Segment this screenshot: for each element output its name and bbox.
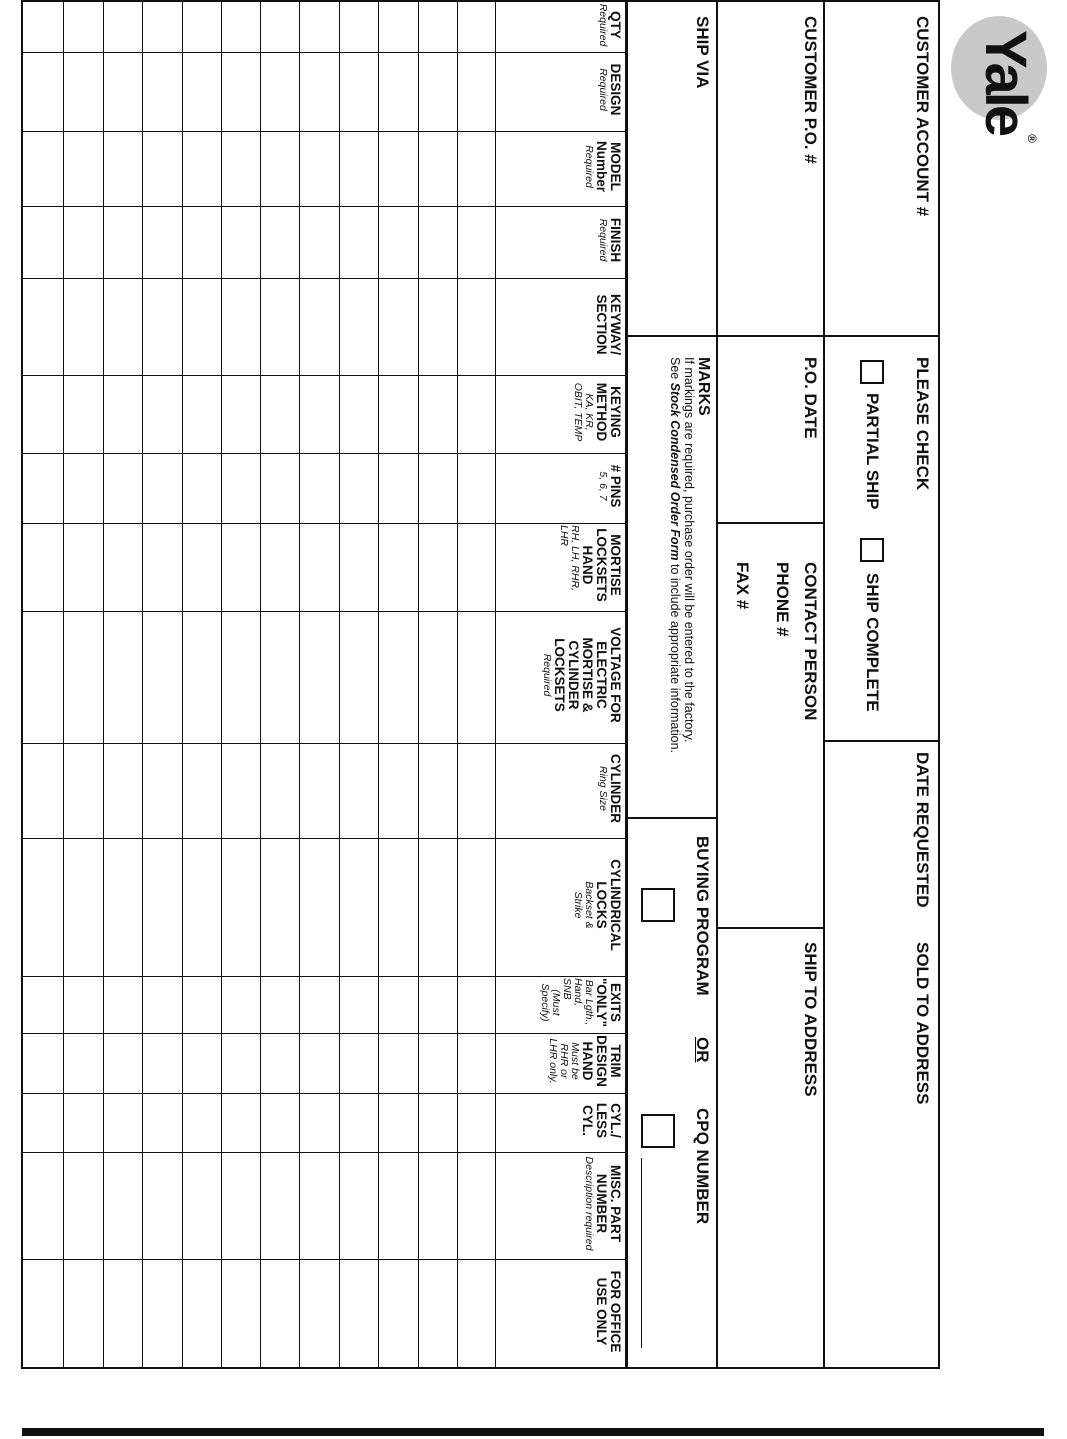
column-header-title: KEYING <box>608 386 623 438</box>
column-header-note: Specify) <box>539 983 551 1022</box>
column-header-title: HAND <box>580 545 595 585</box>
column-header-note: Strike <box>572 891 584 919</box>
po-date-label: P.O. DATE <box>801 357 820 439</box>
cpq-number-line[interactable] <box>641 1158 642 1348</box>
column-header-note: RHR or <box>558 1043 570 1079</box>
header-divider <box>628 335 716 337</box>
column-header-title: MISC. PART <box>608 1165 623 1242</box>
column-header-note: Required <box>597 68 609 111</box>
sold-to-address-label: SOLD TO ADDRESS <box>913 942 932 1105</box>
column-header <box>597 4 622 46</box>
table-column-divider <box>23 838 626 839</box>
column-header-title: CYLINDRICAL <box>608 859 623 951</box>
column-header-title: CYL./ <box>608 1103 623 1138</box>
marks-line-1: If markings are required, purchase order will be entered to the factory. <box>682 357 696 743</box>
table-column-divider <box>23 278 626 279</box>
column-header-title: MORTISE <box>608 534 623 596</box>
column-header <box>558 525 622 605</box>
please-check-label: PLEASE CHECK <box>913 357 932 491</box>
ship-to-address-label: SHIP TO ADDRESS <box>801 942 820 1097</box>
column-header-note: Required <box>597 3 609 47</box>
marks-title: MARKS <box>695 357 712 416</box>
ship-complete-checkbox[interactable] <box>860 538 884 562</box>
column-header-title: VOLTAGE FOR <box>608 627 623 723</box>
table-column-divider <box>23 523 626 524</box>
buying-program-label: BUYING PROGRAM <box>693 836 712 996</box>
cpq-number-checkbox[interactable] <box>641 1114 675 1148</box>
column-header-note: Required <box>541 653 553 697</box>
column-header-title: CYLINDER <box>608 753 623 823</box>
column-header-title: DESIGN <box>594 1035 609 1087</box>
partial-ship-label: PARTIAL SHIP <box>863 393 882 510</box>
cpq-number-label: CPQ NUMBER <box>693 1108 712 1225</box>
table-column-divider <box>23 375 626 376</box>
column-header-title: ELECTRIC <box>594 641 609 709</box>
table-column-divider <box>23 1152 626 1153</box>
column-header-title: LOCKSETS <box>552 638 567 712</box>
column-header-title: # PINS <box>608 464 623 508</box>
header-divider <box>716 335 823 337</box>
column-header <box>541 613 622 737</box>
date-requested-label: DATE REQUESTED <box>913 752 932 908</box>
column-header-note: Required <box>597 218 609 262</box>
registered-mark: ® <box>1025 134 1039 140</box>
column-header-title: USE ONLY <box>594 1277 609 1346</box>
column-header <box>583 133 622 200</box>
ship-complete-label: SHIP COMPLETE <box>863 573 882 712</box>
column-header-title: CYL. <box>580 1105 595 1136</box>
table-column-divider <box>23 1093 626 1094</box>
column-header <box>572 840 622 970</box>
ship-via-label: SHIP VIA <box>693 16 712 89</box>
bottom-rule <box>22 1428 1044 1436</box>
column-header <box>583 1154 622 1253</box>
column-header-note: KA, KR, <box>583 393 595 431</box>
column-header-title: DESIGN <box>608 63 623 116</box>
column-header-title: LOCKS <box>594 881 609 929</box>
header-divider <box>823 2 825 1369</box>
column-header-note: LHR only. <box>547 1038 559 1084</box>
column-header-title: EXITS <box>608 982 623 1022</box>
column-header-title: METHOD <box>594 382 609 442</box>
header-divider <box>716 927 823 929</box>
customer-po-label: CUSTOMER P.O. # <box>801 16 820 164</box>
phone-label: PHONE # <box>773 562 792 637</box>
fax-label: FAX # <box>733 562 752 610</box>
header-divider <box>716 522 823 524</box>
table-column-divider <box>23 976 626 977</box>
column-header-note: RH, LH, RHR, LHR <box>558 525 581 591</box>
logo-text: Yale <box>973 30 1038 135</box>
column-header-title: QTY <box>608 11 623 39</box>
customer-account-label: CUSTOMER ACCOUNT # <box>913 16 932 217</box>
column-header-title: TRIM <box>608 1044 623 1078</box>
column-header-note: Bar Lgth., <box>583 979 595 1026</box>
column-header-note: Required <box>583 145 595 188</box>
column-header <box>597 54 622 125</box>
marks-line-2: See Stock Condensed Order Form to include appropriate information. <box>668 357 682 754</box>
column-header-title: "ONLY" <box>594 977 609 1028</box>
column-header <box>597 745 622 832</box>
table-column-divider <box>23 1259 626 1260</box>
table-column-divider <box>23 1033 626 1034</box>
column-header-title: FINISH <box>608 217 623 263</box>
column-header-note: 5, 6, 7 <box>597 471 609 501</box>
partial-ship-checkbox[interactable] <box>860 360 884 384</box>
column-header <box>597 455 622 517</box>
column-header-title: FOR OFFICE <box>608 1270 623 1353</box>
table-column-divider <box>23 206 626 207</box>
column-header-title: Number <box>594 140 609 192</box>
buying-program-checkbox[interactable] <box>641 888 675 922</box>
column-header-note: Ring Size <box>597 766 609 811</box>
contact-person-label: CONTACT PERSON <box>801 562 820 721</box>
column-header-note: Hand, SNB <box>561 978 584 1007</box>
table-column-divider <box>23 131 626 132</box>
yale-logo <box>951 16 1047 140</box>
table-column-divider <box>23 52 626 53</box>
column-header-title: SECTION <box>594 294 609 355</box>
column-header-title: NUMBER <box>594 1173 609 1234</box>
column-header <box>547 1035 622 1087</box>
column-header <box>594 1261 622 1362</box>
header-divider <box>823 335 940 337</box>
column-header-note: Backset & <box>583 881 595 929</box>
table-column-divider <box>23 611 626 612</box>
column-header-title: MODEL <box>608 142 623 191</box>
header-divider <box>628 817 716 819</box>
column-header <box>539 978 622 1027</box>
column-header-title: KEYWAY/ <box>608 293 623 356</box>
column-header-note: Description required <box>583 1156 595 1251</box>
column-header-title: MORTISE & <box>580 637 595 713</box>
column-header-title: HAND <box>580 1041 595 1081</box>
column-header <box>580 1095 622 1146</box>
column-header-title: CYLINDER <box>566 640 581 710</box>
column-header <box>594 280 622 369</box>
table-column-divider <box>23 453 626 454</box>
header-divider <box>716 2 718 1369</box>
column-header-note: OBIT, TEMP <box>572 382 584 442</box>
or-label: OR <box>693 1037 712 1063</box>
column-header-title: LESS <box>594 1102 609 1139</box>
column-header <box>597 208 622 272</box>
table-column-divider <box>23 743 626 744</box>
column-header-note: (Must <box>550 989 562 1016</box>
column-header-note: Must be <box>569 1042 581 1080</box>
header-divider <box>823 740 940 742</box>
column-header-title: LOCKSETS <box>594 528 609 602</box>
column-header <box>572 377 622 447</box>
order-lines-table <box>21 0 627 1369</box>
